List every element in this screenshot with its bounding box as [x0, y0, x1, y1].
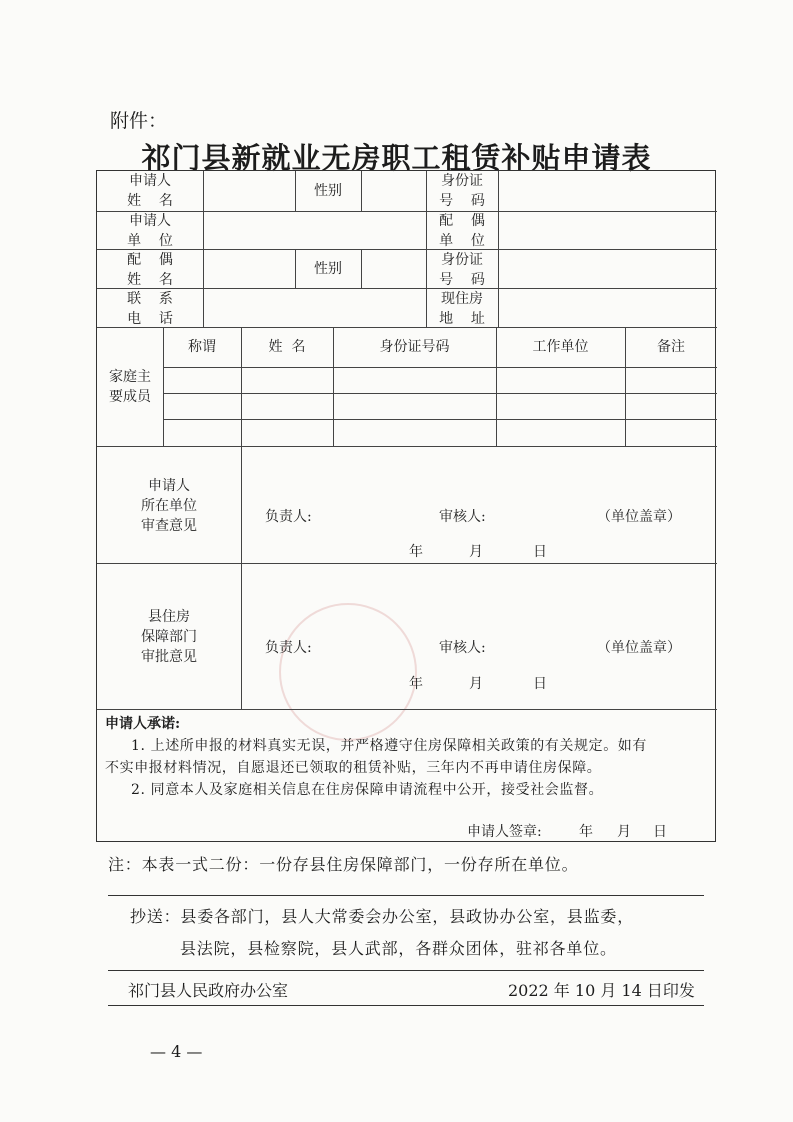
family-header-id: 身份证号码: [379, 339, 450, 355]
form-title: 祁门县新就业无房职工租赁补贴申请表: [141, 141, 652, 175]
id-number2-label-2: 号 码: [439, 272, 485, 288]
housing-review-auditor: 审核人:: [439, 640, 486, 656]
promise-line-1: 1. 上述所申报的材料真实无误，并严格遵守住房保障相关政策的有关规定。如有: [131, 738, 648, 754]
family-header-name: 姓 名: [268, 339, 306, 355]
unit-review-responsible: 负责人:: [265, 509, 312, 525]
applicant-name-label-2: 姓 名: [127, 193, 173, 209]
page-number: — 4 —: [150, 1042, 203, 1061]
unit-review-auditor: 审核人:: [439, 509, 486, 525]
issue-date: 2022 年 10 月 14 日印发: [508, 981, 695, 1000]
id-number2-label-1: 身份证: [441, 252, 483, 268]
housing-review-day: 日: [533, 676, 547, 692]
housing-review-responsible: 负责人:: [265, 640, 312, 656]
promise-signature: 申请人签章:: [467, 824, 542, 840]
promise-heading: 申请人承诺:: [105, 716, 181, 732]
spouse-name-label-1: 配 偶: [127, 252, 173, 268]
family-members-label-1: 家庭主: [109, 369, 151, 385]
unit-review-label-3: 审查意见: [141, 518, 197, 534]
issuer: 祁门县人民政府办公室: [128, 981, 289, 1000]
promise-day: 日: [653, 824, 667, 840]
cc-line-2: 县法院，县检察院，县人武部，各群众团体，驻祁各单位。: [180, 939, 617, 958]
cc-line-1: 抄送：县委各部门，县人大常委会办公室，县政协办公室，县监委，: [130, 907, 635, 926]
housing-review-month: 月: [469, 676, 483, 692]
unit-review-day: 日: [533, 544, 547, 560]
contact-phone-label-1: 联 系: [127, 291, 173, 307]
seal-stamp: [279, 603, 417, 741]
id-number-label-1: 身份证: [441, 173, 483, 189]
family-members-label-2: 要成员: [109, 389, 151, 405]
housing-review-label-1: 县住房: [148, 609, 190, 625]
unit-review-seal: （单位盖章）: [597, 509, 681, 525]
housing-review-label-3: 审批意见: [141, 649, 197, 665]
promise-line-3: 2. 同意本人及家庭相关信息在住房保障申请流程中公开，接受社会监督。: [131, 782, 604, 798]
spouse-unit-label-1: 配 偶: [439, 213, 485, 229]
divider-bottom: [108, 1005, 704, 1006]
family-header-relation: 称谓: [188, 339, 216, 355]
application-form: [96, 170, 716, 842]
spouse-unit-label-2: 单 位: [439, 233, 485, 249]
promise-line-2: 不实申报材料情况，自愿退还已领取的租赁补贴，三年内不再申请住房保障。: [105, 760, 602, 776]
divider-top: [108, 895, 704, 896]
form-note: 注：本表一式二份：一份存县住房保障部门，一份存所在单位。: [108, 855, 579, 874]
divider-middle: [108, 970, 704, 971]
housing-review-year: 年: [409, 676, 423, 692]
gender-label-2: 性别: [314, 261, 342, 277]
attachment-label: 附件：: [110, 110, 168, 132]
family-header-workplace: 工作单位: [532, 339, 589, 355]
applicant-name-label-1: 申请人: [129, 173, 171, 189]
gender-label: 性别: [314, 183, 342, 199]
housing-review-seal: （单位盖章）: [597, 640, 681, 656]
housing-review-label-2: 保障部门: [141, 629, 197, 645]
unit-review-year: 年: [409, 544, 423, 560]
applicant-unit-label-1: 申请人: [129, 213, 171, 229]
current-address-label-1: 现住房: [441, 291, 483, 307]
unit-review-month: 月: [469, 544, 483, 560]
family-header-remark: 备注: [657, 339, 685, 355]
unit-review-label-1: 申请人: [148, 478, 190, 494]
unit-review-label-2: 所在单位: [141, 498, 197, 514]
spouse-name-label-2: 姓 名: [127, 272, 173, 288]
promise-year: 年: [579, 824, 593, 840]
promise-month: 月: [617, 824, 631, 840]
contact-phone-label-2: 电 话: [127, 311, 173, 327]
id-number-label-2: 号 码: [439, 193, 485, 209]
applicant-unit-label-2: 单 位: [127, 233, 173, 249]
current-address-label-2: 地 址: [439, 311, 485, 327]
